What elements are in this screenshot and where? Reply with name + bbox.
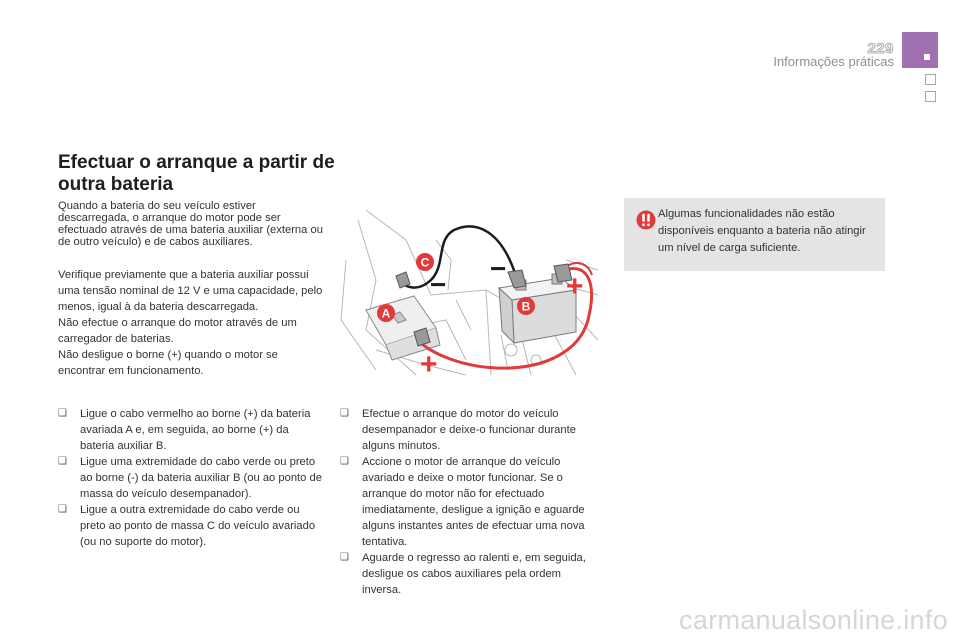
checkbox-bullet-icon: ❑ [340, 456, 349, 467]
nav-box-2[interactable] [925, 91, 936, 102]
checkbox-bullet-icon: ❑ [58, 408, 67, 419]
section-tab[interactable] [902, 32, 938, 68]
battery-illustration [336, 200, 600, 380]
label-b [517, 297, 535, 315]
label-c-text: C [420, 255, 430, 270]
warning-box [624, 198, 885, 271]
page-title: Efectuar o arranque a partir de outra bateria [58, 152, 335, 195]
steps-list-left [58, 406, 323, 550]
minus-sign-c: − [430, 269, 447, 300]
black-clamp [396, 270, 526, 288]
label-a [377, 304, 395, 322]
label-c [416, 253, 434, 271]
prerequisites-paragraph: Verifique previamente que a bateria auxiliar possui uma tensão nominal de 12 V e uma capacidade, pelo menos, igual à da bateria descarregada. Não efectue o arranque do motor através de um carregador de baterias. Não desligue o borne (+) quando o motor se encontrar em funcionamento. [58, 269, 323, 377]
list-item: ❑ Ligue o cabo vermelho ao borne (+) da bateria avariada A e, em seguida, ao borne (+) da bateria auxiliar B. [58, 408, 311, 452]
checkbox-bullet-icon: ❑ [340, 408, 349, 419]
plus-sign-b: + [566, 270, 584, 303]
label-b-text: B [521, 299, 531, 314]
watermark: carmanualsonline.info [679, 605, 948, 635]
checkbox-bullet-icon: ❑ [58, 456, 67, 467]
warning-icon [636, 210, 656, 230]
jump-start-diagram [336, 200, 600, 380]
section-label: Informações práticas [773, 54, 894, 69]
tab-dot-icon [924, 54, 930, 60]
label-a-text: A [381, 306, 391, 321]
minus-sign-b: − [490, 253, 507, 284]
battery-b [499, 274, 576, 343]
list-item: ❑ Accione o motor de arranque do veículo avariado e deixe o motor funcionar. Se o arranque do motor não for efectuado imediatamente, desligue a ignição e aguarde alguns instantes antes de efectuar uma nova tentativa. [340, 456, 585, 548]
checkbox-bullet-icon: ❑ [340, 552, 349, 563]
checkbox-bullet-icon: ❑ [58, 504, 67, 515]
plus-sign-a: + [420, 348, 438, 380]
nav-box-1[interactable] [925, 74, 936, 85]
steps-list-right [340, 406, 602, 598]
list-item: ❑ Aguarde o regresso ao ralenti e, em seguida, desligue os cabos auxiliares pela ordem inversa. [340, 552, 586, 596]
page-number: 229 [867, 40, 894, 57]
list-item: ❑ Efectue o arranque do motor do veículo desempanador e deixe-o funcionar durante alguns minutos. [340, 408, 576, 452]
warning-text: Algumas funcionalidades não estão disponíveis enquanto a bateria não atingir um nível de carga suficiente. [658, 208, 866, 254]
list-item: ❑ Ligue a outra extremidade do cabo verde ou preto ao ponto de massa C do veículo avariado (ou no suporte do motor). [58, 504, 316, 548]
list-item: ❑ Ligue uma extremidade do cabo verde ou preto ao borne (-) da bateria auxiliar B (ou ao ponto de massa do veículo desempanador). [58, 456, 322, 500]
intro-paragraph: Quando a bateria do seu veículo estiver descarregada, o arranque do motor pode ser efectuado através de uma bateria auxiliar (externa ou de outro veículo) e de cabos auxiliares. [58, 200, 323, 248]
